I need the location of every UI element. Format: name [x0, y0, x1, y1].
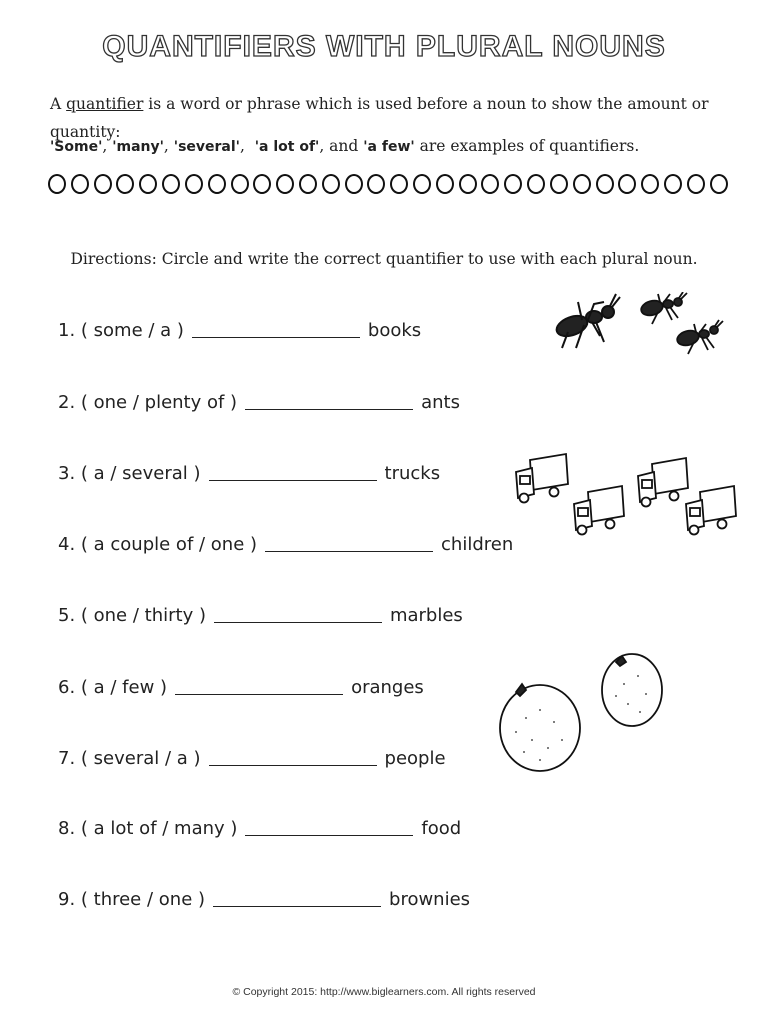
intro-text [50, 90, 740, 174]
divider-circle [322, 174, 340, 194]
answer-blank[interactable] [192, 336, 360, 338]
ant-icon [640, 292, 687, 324]
ants-illustration [548, 292, 728, 356]
item-choice: 2. ( one / plenty of ) [58, 392, 238, 413]
intro-definition: is a word or phrase which is used before a noun to show the amount or quantity: [50, 95, 709, 141]
ant-icon [676, 320, 723, 354]
divider-circle [162, 174, 180, 194]
divider-circle [618, 174, 636, 194]
ant-icon [554, 294, 620, 348]
item-7 [58, 748, 454, 769]
intro-prefix: A [50, 95, 67, 113]
item-noun: brownies [389, 889, 471, 910]
divider-circle [185, 174, 203, 194]
example-some: 'Some' [50, 139, 103, 155]
answer-blank[interactable] [214, 621, 382, 623]
quantifier-term: quantifier [66, 95, 144, 113]
item-choice: 3. ( a / several ) [58, 463, 201, 484]
divider-circle [413, 174, 431, 194]
divider-circle [481, 174, 499, 194]
divider-circle [48, 174, 66, 194]
divider-circle [139, 174, 157, 194]
circle-divider [48, 174, 728, 198]
divider-circle [687, 174, 705, 194]
item-noun: marbles [389, 605, 463, 626]
truck-icon [686, 486, 736, 535]
item-choice: 5. ( one / thirty ) [58, 605, 206, 626]
oranges-illustration [496, 648, 666, 776]
item-8 [58, 818, 469, 839]
answer-blank[interactable] [175, 693, 343, 695]
item-choice: 4. ( a couple of / one ) [58, 534, 258, 555]
divider-circle [664, 174, 682, 194]
divider-circle [231, 174, 249, 194]
divider-circle [116, 174, 134, 194]
item-choice: 8. ( a lot of / many ) [58, 818, 238, 839]
truck-icon [574, 486, 624, 535]
intro-line-1 [50, 90, 740, 141]
item-choice: 9. ( three / one ) [58, 889, 206, 910]
divider-circle [345, 174, 363, 194]
directions: Directions: Circle and write the correct quantifier to use with each plural noun. [70, 250, 698, 268]
divider-circle [367, 174, 385, 194]
answer-blank[interactable] [213, 905, 381, 907]
divider-circle [436, 174, 454, 194]
item-noun: children [441, 534, 514, 555]
truck-icon [516, 454, 568, 503]
item-9 [58, 889, 478, 910]
answer-blank[interactable] [245, 834, 413, 836]
item-noun: trucks [384, 463, 441, 484]
divider-circle [641, 174, 659, 194]
intro-examples-rest: are examples of quantifiers. [414, 137, 640, 155]
divider-circle [390, 174, 408, 194]
divider-circle [459, 174, 477, 194]
divider-circle [596, 174, 614, 194]
divider-circle [504, 174, 522, 194]
item-6 [58, 677, 432, 698]
answer-blank[interactable] [209, 764, 377, 766]
divider-circle [573, 174, 591, 194]
example-a-lot-of: 'a lot of' [254, 139, 320, 155]
item-noun: books [367, 320, 422, 341]
item-noun: oranges [351, 677, 424, 698]
truck-icon [638, 458, 688, 507]
divider-circle [276, 174, 294, 194]
divider-circle [253, 174, 271, 194]
copyright: © Copyright 2015: http://www.biglearners.com. All rights reserved [232, 986, 536, 998]
orange-icon [500, 684, 580, 771]
example-many: 'many' [112, 139, 164, 155]
item-4 [58, 534, 521, 555]
item-noun: food [421, 818, 462, 839]
item-choice: 6. ( a / few ) [58, 677, 168, 698]
trucks-illustration [510, 450, 742, 538]
item-2 [58, 392, 468, 413]
divider-circle [527, 174, 545, 194]
worksheet-title: QUANTIFIERS WITH PLURAL NOUNS [102, 30, 666, 63]
intro-line-2: 'Some', 'many', 'several', 'a lot of', and 'a few' are examples of quantifiers. [50, 137, 640, 155]
item-5 [58, 605, 471, 626]
item-choice: 7. ( several / a ) [58, 748, 201, 769]
divider-circle [299, 174, 317, 194]
item-noun: people [384, 748, 446, 769]
orange-icon [602, 654, 662, 726]
divider-circle [710, 174, 728, 194]
divider-circle [94, 174, 112, 194]
item-noun: ants [421, 392, 460, 413]
divider-circle [550, 174, 568, 194]
example-several: 'several' [173, 139, 240, 155]
divider-circle [208, 174, 226, 194]
answer-blank[interactable] [245, 408, 413, 410]
item-1 [58, 320, 429, 341]
divider-circle [71, 174, 89, 194]
example-a-few: 'a few' [363, 139, 415, 155]
answer-blank[interactable] [265, 550, 433, 552]
item-3 [58, 463, 448, 484]
answer-blank[interactable] [209, 479, 377, 481]
item-choice: 1. ( some / a ) [58, 320, 184, 341]
